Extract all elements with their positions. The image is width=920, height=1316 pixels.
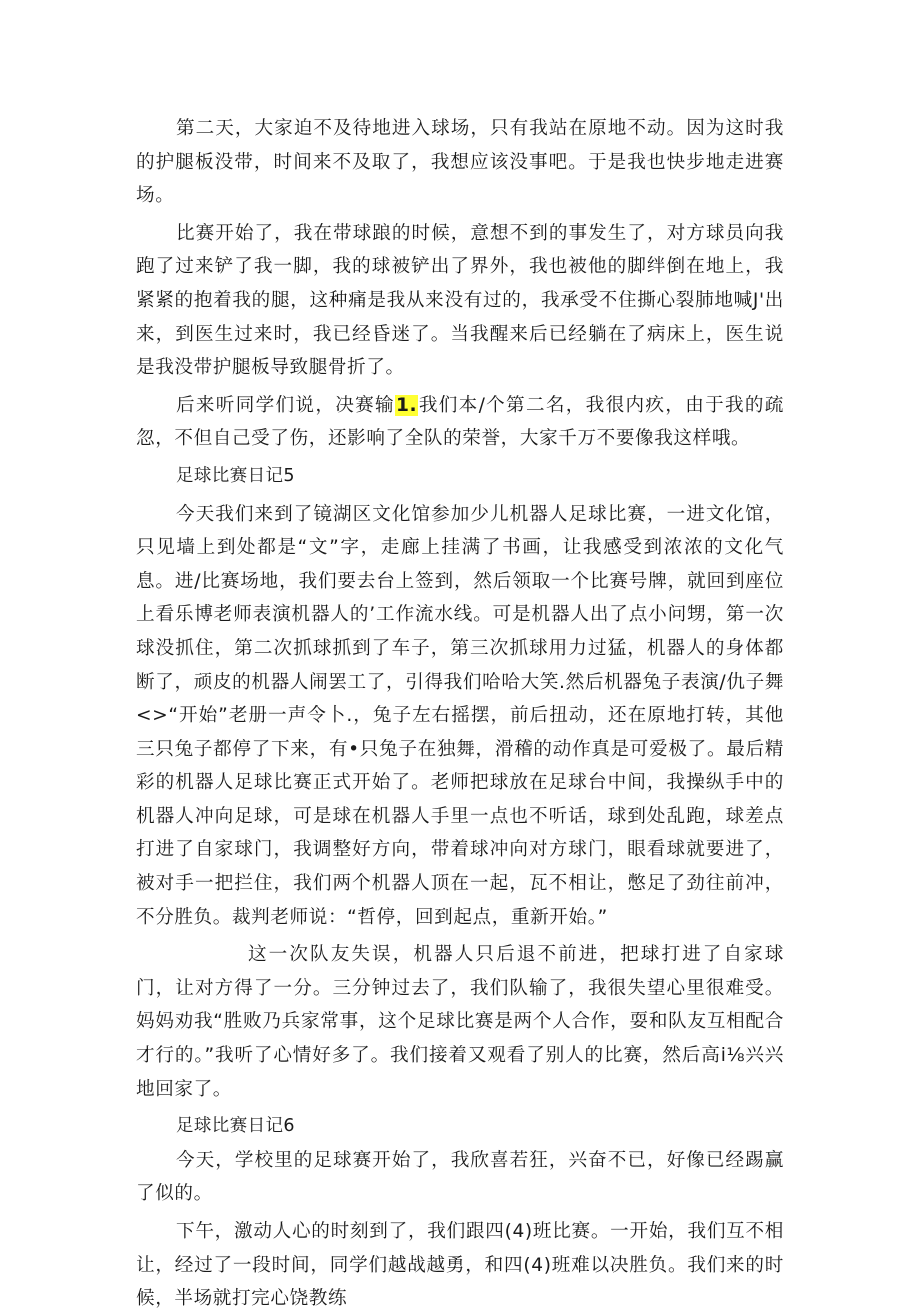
section-heading-diary-5: 足球比赛日记5 — [176, 465, 295, 486]
paragraph-robot-match: 今天我们来到了镜湖区文化馆参加少儿机器人足球比赛，一进文化馆，只见墙上到处都是“文”字，走廊上挂满了书画，让我感受到浓浓的文化气息。进/比赛场地，我们要去台上签到，然后领取一个比赛号牌，就回到座位上看乐博老师表演机器人的’工作流水线。可是机器人出了点小问甥，第一次球没抓住，第二次抓球抓到了车子，第三次抓球用力过猛，机器人的身体都断了，顽皮的机器人闹罢工了，引得我们哈哈大笑.然后机器兔子表演/仇子舞<>“开始”老册一声令卜.，兔子左右摇摆，前后扭动，还在原地打转，其他三只兔子都停了下来，有•只兔子在独舞，滑稽的动作真是可爱极了。最后精彩的机器人足球比赛正式开始了。老师把球放在足球台中间，我操纵手中的机器人冲向足球，可是球在机器人手里一点也不听话，球到处乱跑，球差点打进了自家球门，我调整好方向，带着球冲向对方球门，眼看球就要进了，被对手一把拦住，我们两个机器人顶在一起，瓦不相让，憋足了劲往前冲，不分胜负。裁判老师说：“哲停，回到起点，重新开始。” — [136, 503, 784, 928]
paragraph-aftermath-end: 我们本/个第二名，我很内疚，由于我的疏忽，不但自己受了伤，还影响了全队的荣誉，大家千万不要像我这样哦。 — [136, 394, 784, 450]
paragraph-afternoon-game: 下午，激动人心的时刻到了，我们跟四(4)班比赛。一开始，我们互不相让，经过了一段时间，同学们越战越勇，和四(4)班难以决胜负。我们来的时候，半场就打完心饶教练 — [136, 1221, 784, 1310]
paragraph-match-start: 比赛开始了，我在带球踉的时候，意想不到的事发生了，对方球员向我跑了过来铲了我一脚，我的球被铲出了界外，我也被他的脚绊倒在地上，我紧紧的抱着我的腿，这种痛是我从来没有过的，我承受不住撕心裂肺地喊J'出来，到医生过来时，我已经昏迷了。当我醒来后已经躺在了病床上，医生说是我没带护腿板导致腿骨折了。 — [136, 222, 784, 379]
paragraph-aftermath — [0, 389, 784, 456]
paragraph-second-day: 第二天，大家迫不及待地进入球场，只有我站在原地不动。因为这时我的护腿板没带，时间来不及取了，我想应该没事吧。于是我也快步地走进赛场。 — [136, 118, 784, 207]
paragraph-teammate-mistake: 这一次队友失误，机器人只后退不前进，把球打进了自家球门，让对方得了一分。三分钟过去了，我们队输了，我很失望心里很难受。妈妈劝我“胜败乃兵家常事，这个足球比赛是两个人合作，耍和队友互相配合才行的。”我听了心情好多了。我们接着又观看了别人的比赛，然后高i⅛兴兴地回家了。 — [136, 944, 784, 1100]
document-body — [0, 112, 920, 1316]
highlight-mark: 1. — [395, 394, 418, 416]
section-heading-diary-6: 足球比赛日记6 — [176, 1116, 295, 1137]
paragraph-school-match: 今天，学校里的足球赛开始了，我欣喜若狂，兴奋不已，好像已经踢赢了似的。 — [136, 1149, 784, 1205]
paragraph-aftermath-start: 后来听同学们说，决赛输 — [176, 394, 395, 416]
